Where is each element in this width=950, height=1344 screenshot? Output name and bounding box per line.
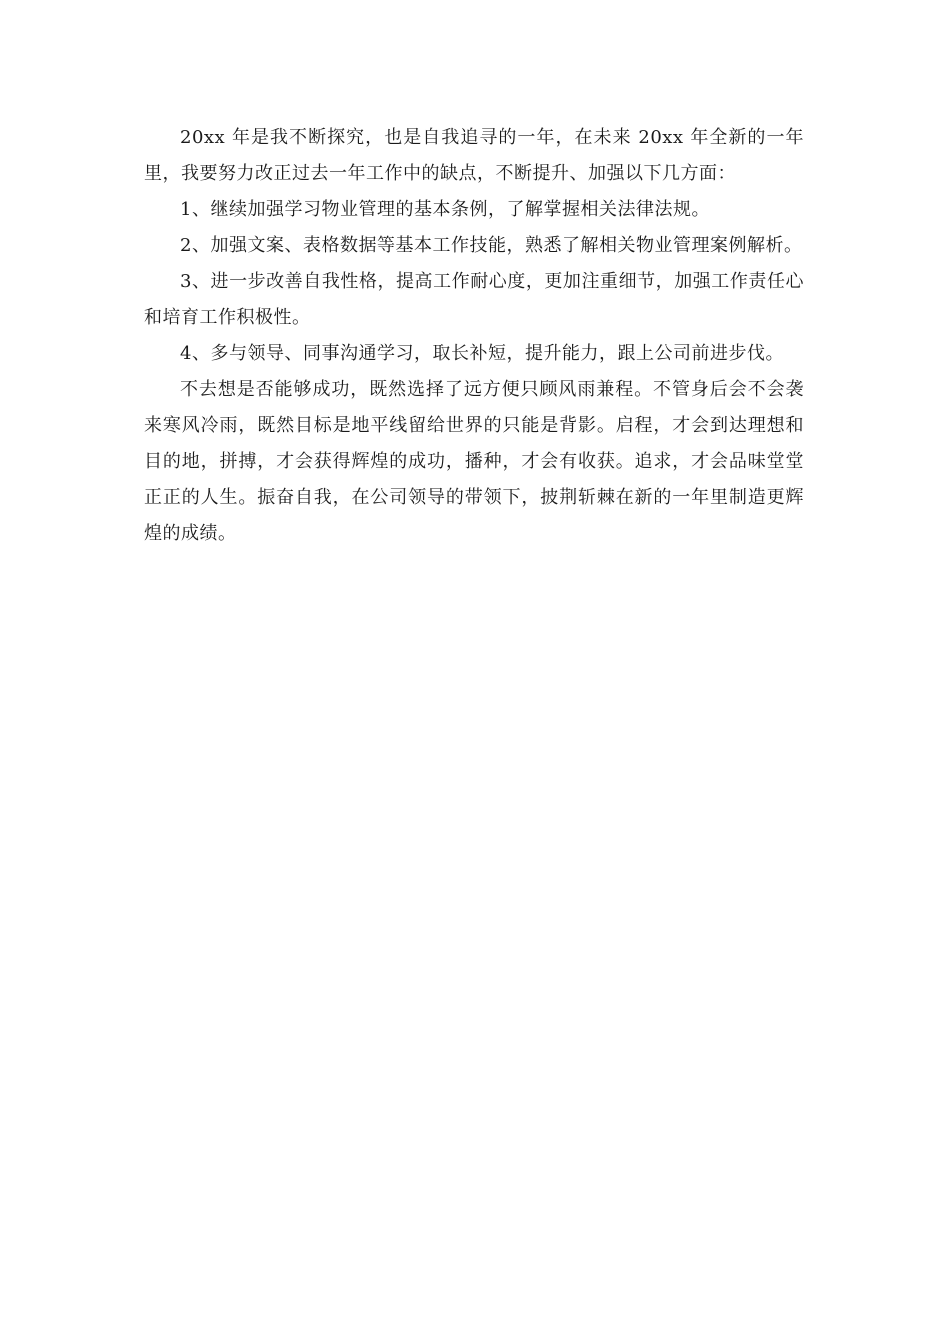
list-item-4: 4、多与领导、同事沟通学习，取长补短，提升能力，跟上公司前进步伐。 (180, 343, 784, 364)
list-item-2: 2、加强文案、表格数据等基本工作技能，熟悉了解相关物业管理案例解析。 (180, 235, 803, 256)
document-body (144, 120, 804, 552)
paragraph-intro: 20xx 年是我不断探究，也是自我追寻的一年，在未来 20xx 年全新的一年里，我要努力改正过去一年工作中的缺点，不断提升、加强以下几方面： (144, 127, 804, 184)
list-item-1: 1、继续加强学习物业管理的基本条例，了解掌握相关法律法规。 (180, 199, 710, 220)
list-item-3: 3、进一步改善自我性格，提高工作耐心度，更加注重细节，加强工作责任心和培育工作积极性。 (144, 271, 804, 328)
paragraph-closing: 不去想是否能够成功，既然选择了远方便只顾风雨兼程。不管身后会不会袭来寒风冷雨，既然目标是地平线留给世界的只能是背影。启程，才会到达理想和目的地，拼搏，才会获得辉煌的成功，播种，才会有收获。追求，才会品味堂堂正正的人生。振奋自我，在公司领导的带领下，披荆斩棘在新的一年里制造更辉煌的成绩。 (144, 379, 804, 544)
